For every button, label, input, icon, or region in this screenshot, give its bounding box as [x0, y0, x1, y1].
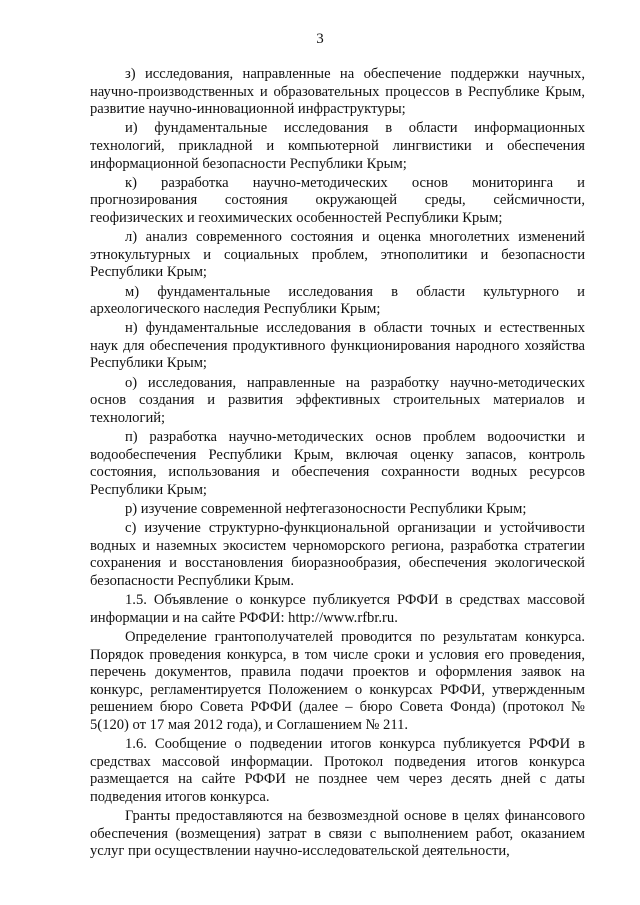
list-item-n: н) фундаментальные исследования в области точных и естественных наук для обеспечения продуктивного функционирования народного хозяйства Республики Крым;	[90, 320, 585, 372]
list-item-p: п) разработка научно-методических основ проблем водоочистки и водообеспечения Республики Крым, включая оценку запасов, контроль состояния, использования и обеспечения сохранности водных ресурсов Республики Крым;	[90, 429, 585, 498]
list-item-k: к) разработка научно-методических основ мониторинга и прогнозирования состояния окружающей среды, сейсмичности, геофизических и геохимических особенностей Республики Крым;	[90, 174, 585, 226]
list-item-i: и) фундаментальные исследования в области информационных технологий, прикладной и компьютерной лингвистики и обеспечения информационной безопасности Республики Крым;	[90, 120, 585, 172]
list-item-s: с) изучение структурно-функциональной организации и устойчивости водных и наземных экосистем черноморского региона, разработка стратегии сохранения и восстановления биоразнообразия, обеспечения экологической безопасности Республики Крым.	[90, 520, 585, 589]
clause-1-6: 1.6. Сообщение о подведении итогов конкурса публикуется РФФИ в средствах массовой информации. Протокол подведения итогов конкурса размещается на сайте РФФИ не позднее чем через десять дней с даты подведения итогов конкурса.	[90, 736, 585, 805]
list-item-r: р) изучение современной нефтегазоносности Республики Крым;	[125, 501, 527, 517]
list-item-m: м) фундаментальные исследования в области культурного и археологического наследия Республики Крым;	[90, 283, 585, 318]
page-number: 3	[316, 31, 324, 47]
list-item-z: з) исследования, направленные на обеспечение поддержки научных, научно-производственных и образовательных процессов в Республике Крым, развитие научно-инновационной инфраструктуры;	[90, 66, 585, 118]
document-body	[90, 66, 585, 862]
grants-paragraph: Гранты предоставляются на безвозмездной основе в целях финансового обеспечения (возмещения) затрат в связи с выполнением работ, оказанием услуг при осуществлении научно-исследовательской деятельности,	[90, 808, 585, 860]
clause-1-5: 1.5. Объявление о конкурсе публикуется РФФИ в средствах массовой информации и на сайте РФФИ: http://www.rfbr.ru.	[90, 592, 585, 626]
list-item-l: л) анализ современного состояния и оценка многолетних изменений этнокультурных и социальных проблем, этнополитики и безопасности Республики Крым;	[90, 229, 585, 281]
list-item-o: о) исследования, направленные на разработку научно-методических основ создания и развития эффективных строительных материалов и технологий;	[90, 374, 585, 426]
grantee-determination-paragraph: Определение грантополучателей проводится по результатам конкурса. Порядок проведения конкурса, в том числе сроки и условия его проведения, перечень документов, правила подачи проектов и оформления заявок на конкурс, регламентируется Положением о конкурсах РФФИ, утвержденным решением бюро Совета РФФИ (далее – бюро Совета Фонда) (протокол № 5(120) от 17 мая 2012 года), и Соглашением № 211.	[90, 628, 585, 733]
